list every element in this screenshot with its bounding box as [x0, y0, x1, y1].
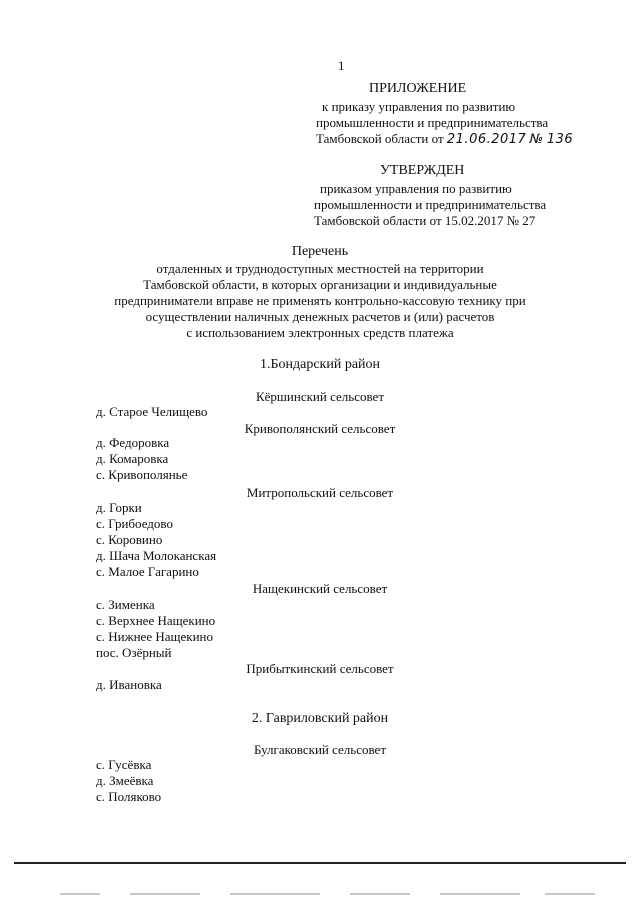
appendix-line: промышленности и предпринимательства — [316, 115, 549, 130]
village-item: с. Верхнее Нащекино — [96, 613, 216, 628]
approved-line: Тамбовской области от 15.02.2017 № 27 — [314, 213, 536, 228]
scan-speck — [440, 893, 520, 895]
approved-line: приказом управления по развитию — [320, 181, 512, 196]
village-item: д. Горки — [96, 500, 142, 515]
page-number: 1 — [338, 58, 345, 73]
appendix-title: ПРИЛОЖЕНИЕ — [369, 81, 467, 96]
handwritten-date: 21.06.2017 — [446, 132, 527, 147]
list-heading-line: отдаленных и труднодоступных местностей на территории — [156, 261, 484, 276]
list-title: Перечень — [291, 244, 349, 259]
village-item: с. Зименка — [96, 597, 155, 612]
council-title: Кёршинский сельсовет — [255, 389, 384, 404]
scan-speck — [60, 893, 100, 895]
council-title: Нащекинский сельсовет — [252, 581, 388, 596]
list-heading-line: Тамбовской области, в которых организации и индивидуальные — [143, 277, 497, 292]
village-item: д. Комаровка — [96, 451, 169, 466]
village-item: с. Малое Гагарино — [96, 564, 199, 579]
village-item: с. Кривополянье — [96, 467, 188, 482]
council-title: Булгаковский сельсовет — [253, 742, 387, 757]
scan-speck — [230, 893, 320, 895]
handwritten-number-sign: № — [529, 132, 544, 147]
council-title: Кривополянский сельсовет — [244, 421, 396, 436]
scan-speck — [350, 893, 410, 895]
scan-speck — [130, 893, 200, 895]
village-item: пос. Озёрный — [96, 645, 172, 660]
village-item: с. Гусёвка — [96, 757, 152, 772]
appendix-line: к приказу управления по развитию — [322, 99, 516, 114]
village-item: с. Поляково — [96, 789, 162, 804]
district-title: 1.Бондарский район — [259, 357, 381, 372]
village-item: д. Старое Челищево — [96, 404, 208, 419]
council-title: Прибыткинский сельсовет — [246, 661, 394, 676]
approved-title: УТВЕРЖДЕН — [380, 163, 465, 178]
approved-line: промышленности и предпринимательства — [314, 197, 547, 212]
village-item: с. Грибоедово — [96, 516, 173, 531]
village-item: с. Нижнее Нащекино — [96, 629, 214, 644]
village-item: д. Шача Молоканская — [96, 548, 217, 563]
village-item: с. Коровино — [96, 532, 163, 547]
footer-rule — [14, 862, 626, 864]
list-heading-line: предприниматели вправе не применять контрольно-кассовую технику при — [114, 293, 526, 308]
appendix-line — [316, 131, 573, 147]
village-item: д. Змеёвка — [96, 773, 154, 788]
appendix-line-prefix: Тамбовской области от — [316, 131, 444, 146]
village-item: д. Ивановка — [96, 677, 162, 692]
list-heading-line: осуществлении наличных денежных расчетов и (или) расчетов — [145, 309, 495, 324]
council-title: Митропольский сельсовет — [246, 485, 394, 500]
list-heading-line: с использованием электронных средств платежа — [186, 325, 454, 340]
village-item: д. Федоровка — [96, 435, 170, 450]
district-title: 2. Гавриловский район — [251, 711, 389, 726]
handwritten-number: 136 — [546, 132, 574, 147]
scan-speck — [545, 893, 595, 895]
